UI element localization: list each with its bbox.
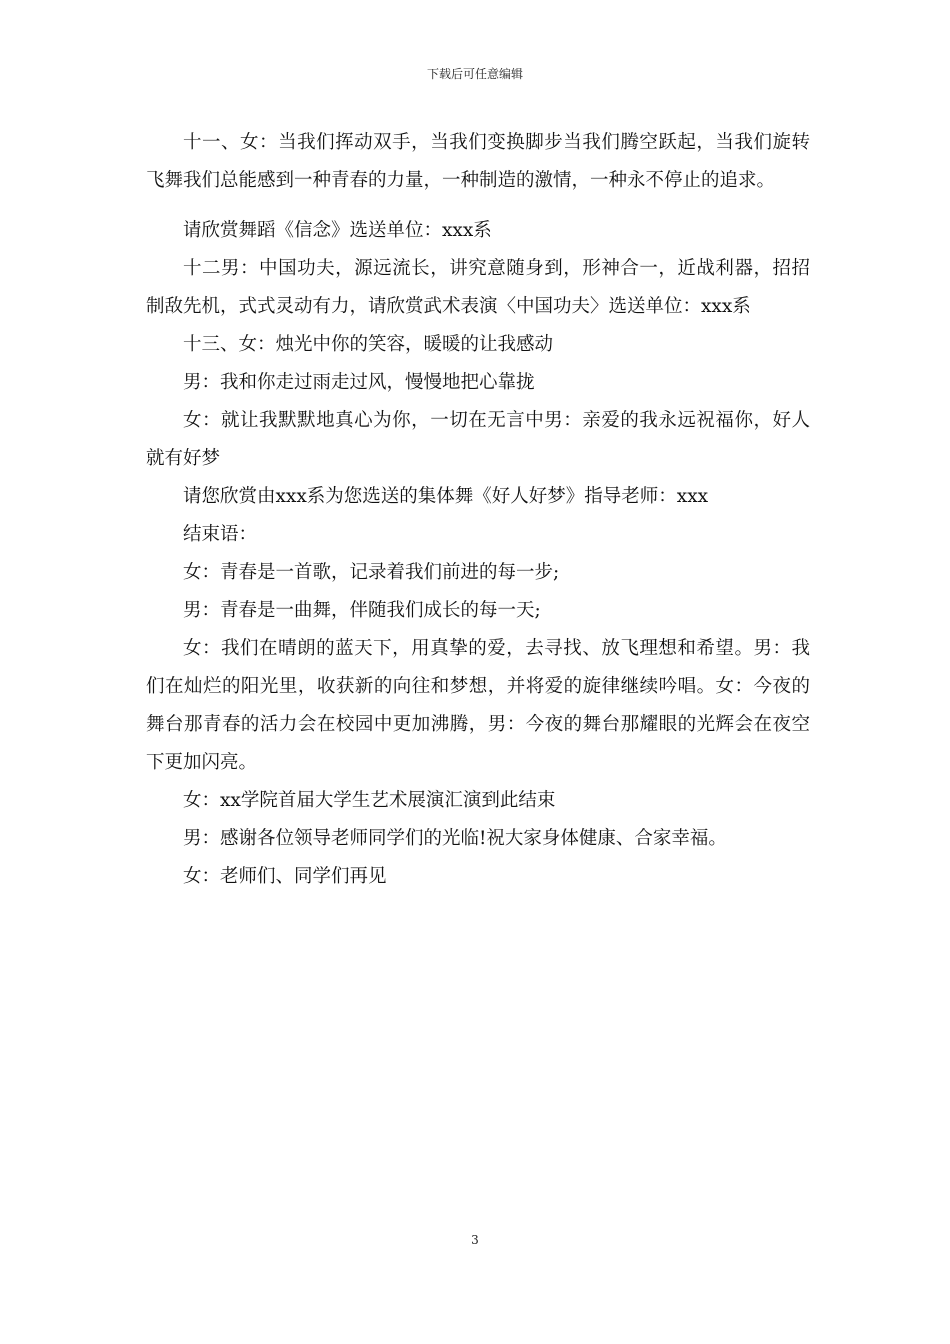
paragraph-closing-male-1: 男：青春是一曲舞，伴随我们成长的每一天; xyxy=(183,600,541,621)
paragraph-closing-female-1: 女：青春是一首歌，记录着我们前进的每一步; xyxy=(183,562,560,583)
paragraph-female-male-line: 女：就让我默默地真心为你，一切在无言中男：亲爱的我永远祝福你，好人就有好梦 xyxy=(146,410,810,469)
paragraph-closing-male-2: 男：感谢各位领导老师同学们的光临!祝大家身体健康、合家幸福。 xyxy=(183,828,727,849)
paragraph-segment-13: 十三、女：烛光中你的笑容，暖暖的让我感动 xyxy=(183,334,554,355)
paragraph-dance-xinnian: 请欣赏舞蹈《信念》选送单位：xxx系 xyxy=(183,220,492,241)
paragraph-segment-12: 十二男：中国功夫，源远流长，讲究意随身到，形神合一，近战利器，招招制敌先机，式式灵动有力，请欣赏武术表演〈中国功夫〉选送单位：xxx系 xyxy=(146,258,810,317)
page-number: 3 xyxy=(471,1233,479,1247)
document-body xyxy=(146,124,810,896)
paragraph-closing-female-2: 女：xx学院首届大学生艺术展演汇演到此结束 xyxy=(183,790,556,811)
paragraph-closing-dialogue: 女：我们在晴朗的蓝天下，用真挚的爱，去寻找、放飞理想和希望。男：我们在灿烂的阳光里，收获新的向往和梦想，并将爱的旋律继续吟唱。女：今夜的舞台那青春的活力会在校园中更加沸腾，男：今夜的舞台那耀眼的光辉会在夜空下更加闪亮。 xyxy=(146,638,810,773)
closing-heading: 结束语： xyxy=(183,524,258,545)
paragraph-group-dance: 请您欣赏由xxx系为您选送的集体舞《好人好梦》指导老师：xxx xyxy=(183,486,709,507)
paragraph-closing-female-3: 女：老师们、同学们再见 xyxy=(183,866,387,887)
paragraph-segment-11: 十一、女：当我们挥动双手，当我们变换脚步当我们腾空跃起，当我们旋转飞舞我们总能感到一种青春的力量，一种制造的激情，一种永不停止的追求。 xyxy=(146,132,810,191)
page-header: 下载后可任意编辑 xyxy=(426,67,523,81)
paragraph-male-line: 男：我和你走过雨走过风，慢慢地把心靠拢 xyxy=(183,372,535,393)
